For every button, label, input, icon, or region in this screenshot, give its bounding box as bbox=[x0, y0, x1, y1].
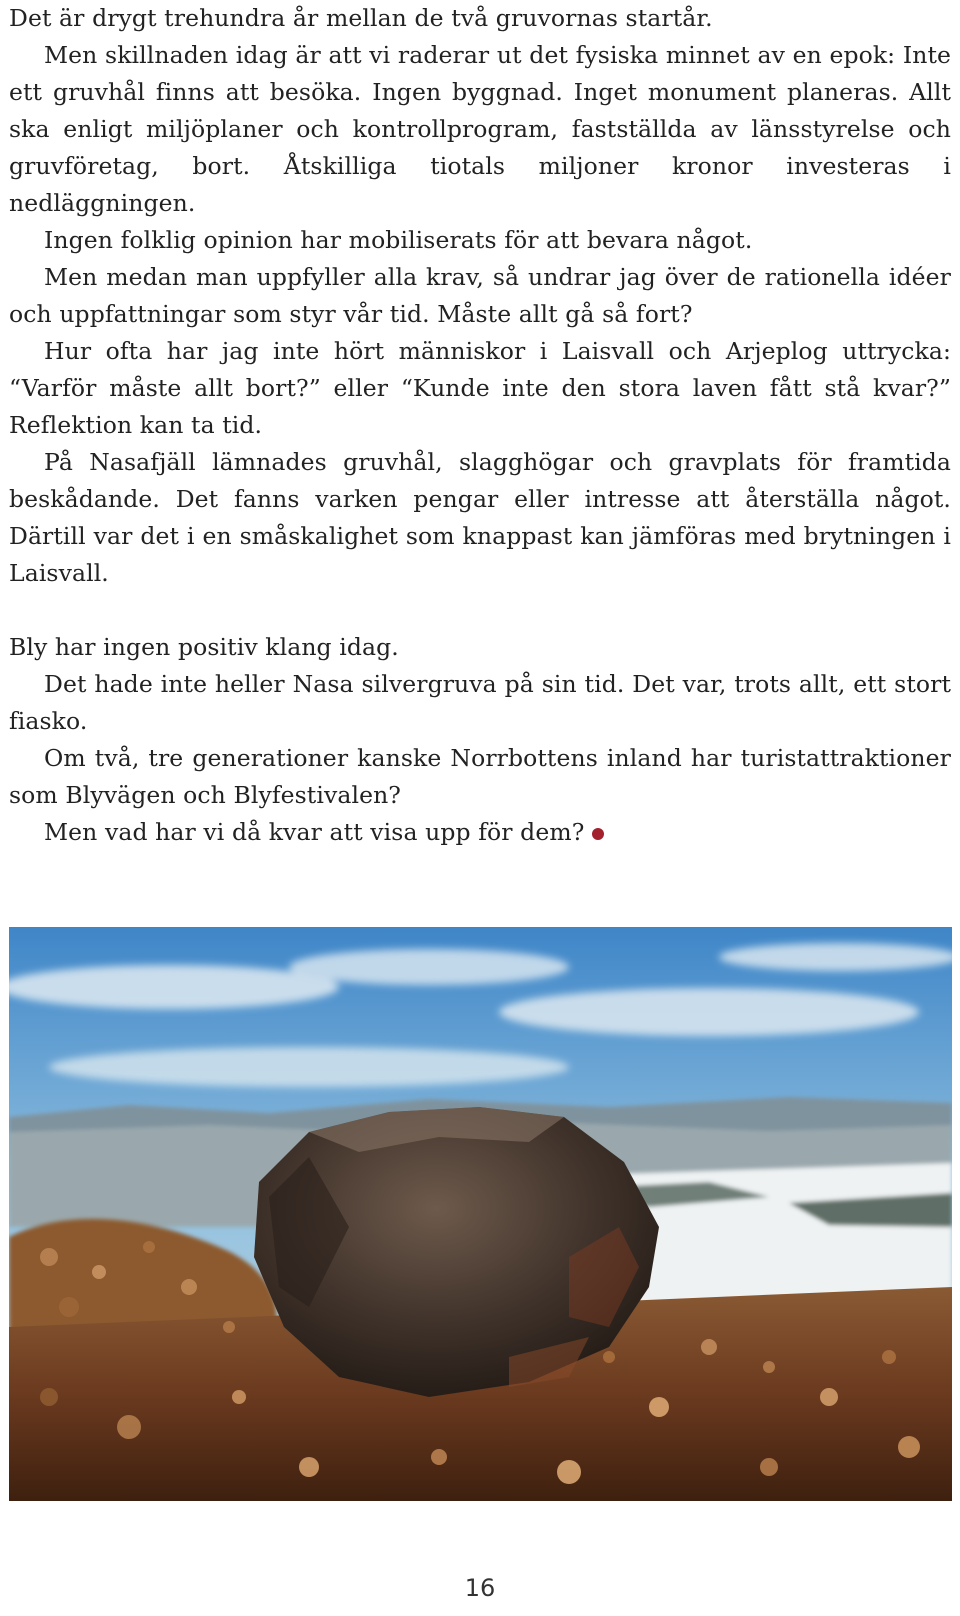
paragraph: Det hade inte heller Nasa silvergruva på sin tid. Det var, trots allt, ett stort fiasko. bbox=[9, 670, 951, 735]
paragraph: Om två, tre generationer kanske Norrbottens inland har turistattraktioner som Blyvägen och Blyfestivalen? bbox=[9, 744, 951, 809]
paragraph: Det är drygt trehundra år mellan de två gruvornas startår. bbox=[9, 4, 713, 32]
end-mark-icon bbox=[592, 828, 604, 840]
paragraph-final bbox=[9, 814, 951, 851]
article-text bbox=[9, 0, 951, 851]
paragraph: Bly har ingen positiv klang idag. bbox=[9, 633, 399, 661]
paragraph: Ingen folklig opinion har mobiliserats för att bevara något. bbox=[44, 226, 753, 254]
rock-photo bbox=[9, 927, 952, 1501]
paragraph: På Nasafjäll lämnades gruvhål, slagghögar och gravplats för framtida beskådande. Det fanns varken pengar eller intresse att återställa något. Därtill var det i en småskalighet som knappast kan jämföras med brytningen i Laisvall. bbox=[9, 448, 951, 587]
paragraph: Men skillnaden idag är att vi raderar ut det fysiska minnet av en epok: Inte ett gruvhål finns att besöka. Ingen byggnad. Inget monument planeras. Allt ska enligt miljöplaner och kontrollprogram, fastställda av länsstyrelse och gruvföretag, bort. Åtskilliga tiotals miljoner kronor investeras i nedläggningen. bbox=[9, 41, 951, 217]
paragraph: Hur ofta har jag inte hört människor i Laisvall och Arjeplog uttrycka: “Varför måste allt bort?” eller “Kunde inte den stora laven fått stå kvar?” Reflektion kan ta tid. bbox=[9, 337, 951, 439]
section-gap bbox=[9, 592, 951, 629]
paragraph: Men medan man uppfyller alla krav, så undrar jag över de rationella idéer och uppfattningar som styr vår tid. Måste allt gå så fort? bbox=[9, 263, 951, 328]
paragraph-final-text: Men vad har vi då kvar att visa upp för dem? bbox=[44, 818, 585, 846]
page-number: 16 bbox=[464, 1574, 496, 1602]
